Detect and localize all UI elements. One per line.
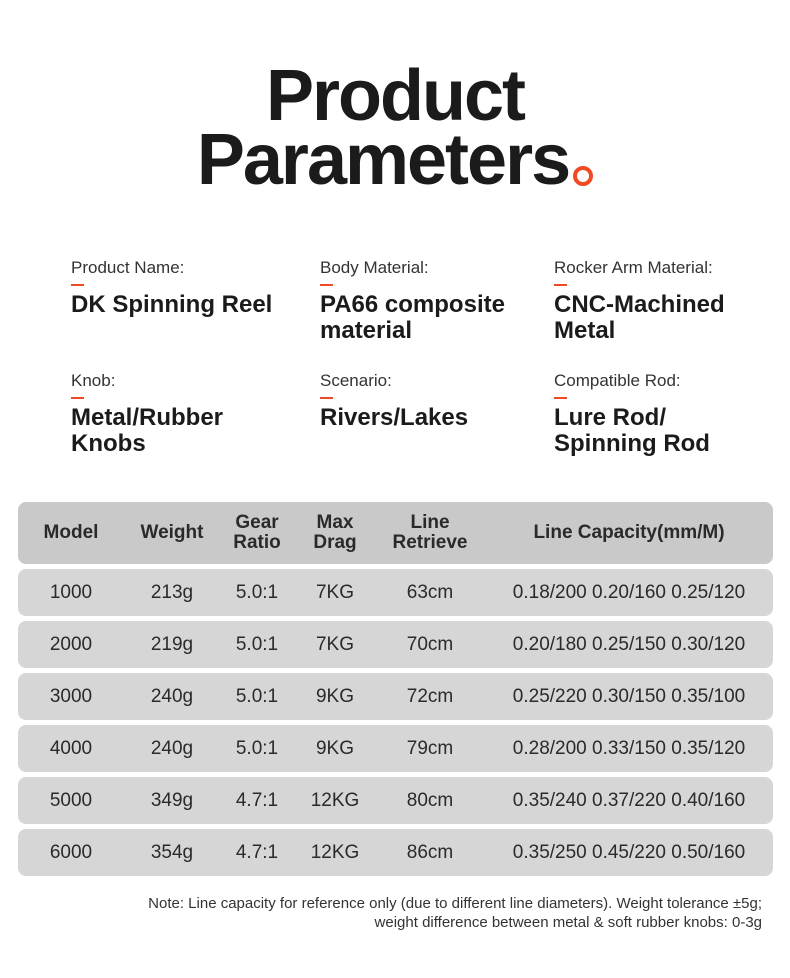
- table-row: [18, 725, 773, 772]
- param-label: Product Name:: [71, 258, 185, 277]
- cell-model: 5000: [49, 789, 93, 811]
- accent-rule: [554, 397, 567, 399]
- param-compatible-rod: [554, 368, 724, 457]
- cell-weight: 354g: [150, 841, 194, 863]
- footnote-line2: weight difference between metal & soft rubber knobs: 0-3g: [374, 914, 762, 931]
- table-row: [18, 569, 773, 616]
- cell-model: 2000: [49, 633, 93, 655]
- cell-max-drag: 9KG: [315, 737, 355, 759]
- cell-max-drag: 7KG: [315, 581, 355, 603]
- accent-dot-icon: [573, 166, 593, 186]
- header-model: Model: [43, 522, 99, 543]
- param-value: CNC-Machined Metal: [554, 291, 725, 344]
- header-line-retrieve: Line Retrieve: [392, 512, 468, 553]
- param-value: Rivers/Lakes: [320, 404, 469, 431]
- cell-gear-ratio: 5.0:1: [235, 581, 279, 603]
- cell-line-retrieve: 80cm: [406, 789, 454, 811]
- cell-gear-ratio: 5.0:1: [235, 633, 279, 655]
- cell-weight: 240g: [150, 685, 194, 707]
- specs-table: [18, 502, 773, 876]
- cell-line-retrieve: 70cm: [406, 633, 454, 655]
- header-max-drag: Max Drag: [313, 512, 357, 553]
- param-knob: [71, 368, 251, 457]
- footnote-line1: Note: Line capacity for reference only (due to different line diameters). Weight tolerance ±5g;: [148, 895, 762, 912]
- param-product-name: [71, 255, 301, 318]
- cell-model: 4000: [49, 737, 93, 759]
- header-weight: Weight: [140, 522, 204, 543]
- cell-line-capacity: 0.28/200 0.33/150 0.35/120: [512, 737, 746, 759]
- cell-max-drag: 9KG: [315, 685, 355, 707]
- param-value: Metal/Rubber Knobs: [71, 404, 224, 457]
- param-label: Body Material:: [320, 258, 429, 277]
- cell-model: 6000: [49, 841, 93, 863]
- page-title-line2: [0, 120, 790, 200]
- param-label: Scenario:: [320, 371, 392, 390]
- cell-line-capacity: 0.20/180 0.25/150 0.30/120: [512, 633, 746, 655]
- param-label: Knob:: [71, 371, 116, 390]
- table-row: [18, 829, 773, 876]
- cell-gear-ratio: 4.7:1: [235, 789, 279, 811]
- cell-gear-ratio: 5.0:1: [235, 737, 279, 759]
- param-value: DK Spinning Reel: [71, 291, 273, 318]
- cell-weight: 219g: [150, 633, 194, 655]
- cell-line-retrieve: 63cm: [406, 581, 454, 603]
- accent-rule: [554, 284, 567, 286]
- cell-gear-ratio: 4.7:1: [235, 841, 279, 863]
- cell-weight: 349g: [150, 789, 194, 811]
- table-row: [18, 777, 773, 824]
- cell-max-drag: 12KG: [310, 841, 360, 863]
- cell-model: 3000: [49, 685, 93, 707]
- accent-rule: [320, 284, 333, 286]
- accent-rule: [71, 284, 84, 286]
- cell-weight: 240g: [150, 737, 194, 759]
- cell-line-capacity: 0.35/240 0.37/220 0.40/160: [512, 789, 746, 811]
- title-text-2: Parameters: [196, 120, 570, 200]
- accent-rule: [320, 397, 333, 399]
- cell-max-drag: 12KG: [310, 789, 360, 811]
- cell-line-retrieve: 86cm: [406, 841, 454, 863]
- title-text-1: Product: [265, 56, 524, 136]
- table-row: [18, 673, 773, 720]
- cell-line-capacity: 0.18/200 0.20/160 0.25/120: [512, 581, 746, 603]
- param-label: Compatible Rod:: [554, 371, 681, 390]
- cell-max-drag: 7KG: [315, 633, 355, 655]
- cell-weight: 213g: [150, 581, 194, 603]
- accent-rule: [71, 397, 84, 399]
- param-rocker-arm: [554, 255, 744, 344]
- cell-line-retrieve: 79cm: [406, 737, 454, 759]
- cell-line-retrieve: 72cm: [406, 685, 454, 707]
- cell-gear-ratio: 5.0:1: [235, 685, 279, 707]
- header-gear-ratio: Gear Ratio: [233, 512, 281, 553]
- cell-line-capacity: 0.35/250 0.45/220 0.50/160: [512, 841, 746, 863]
- table-row: [18, 621, 773, 668]
- param-value: PA66 composite material: [320, 291, 505, 344]
- param-label: Rocker Arm Material:: [554, 258, 713, 277]
- param-body-material: [320, 255, 520, 344]
- cell-line-capacity: 0.25/220 0.30/150 0.35/100: [512, 685, 746, 707]
- table-header-row: [18, 502, 773, 564]
- param-value: Lure Rod/ Spinning Rod: [554, 404, 710, 457]
- header-line-capacity: Line Capacity(mm/M): [533, 522, 725, 543]
- param-scenario: [320, 368, 550, 431]
- footnote: [22, 894, 762, 932]
- cell-model: 1000: [49, 581, 93, 603]
